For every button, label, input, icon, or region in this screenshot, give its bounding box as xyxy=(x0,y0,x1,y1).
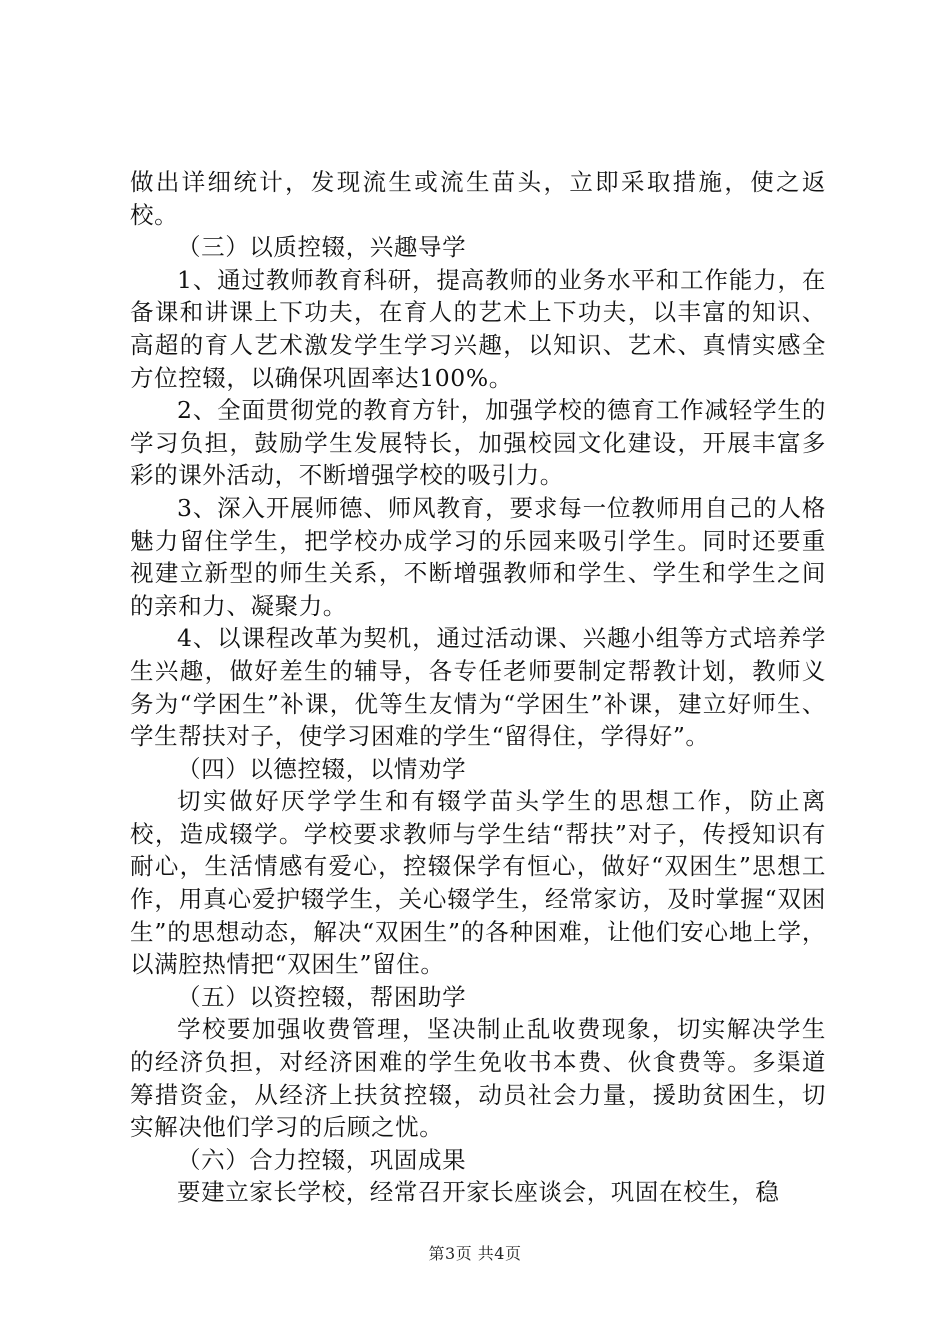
page-number-footer: 第3页 共4页 xyxy=(428,1244,522,1263)
document-body xyxy=(130,166,826,1209)
paragraph-section-6: 要建立家长学校，经常召开家长座谈会，巩固在校生，稳 xyxy=(177,1178,780,1207)
section-heading-4: （四）以德控辍，以情劝学 xyxy=(177,754,467,783)
paragraph-item-1: 1、通过教师教育科研，提高教师的业务水平和工作能力，在备课和讲课上下功夫，在育人的艺术上下功夫，以丰富的知识、高超的育人艺术激发学生学习兴趣，以知识、艺术、真情实感全方位控辍，以确保巩固率达100%。 xyxy=(130,265,826,392)
paragraph-item-3: 3、深入开展师德、师风教育，要求每一位教师用自己的人格魅力留住学生，把学校办成学习的乐园来吸引学生。同时还要重视建立新型的师生关系，不断增强教师和学生、学生和学生之间的亲和力、凝聚力。 xyxy=(130,493,826,620)
paragraph-item-4: 4、以课程改革为契机，通过活动课、兴趣小组等方式培养学生兴趣，做好差生的辅导，各专任老师要制定帮教计划，教师义务为“学困生”补课，优等生友情为“学困生”补课，建立好师生、学生帮扶对子，使学习困难的学生“留得住，学得好”。 xyxy=(130,624,826,751)
paragraph-section-5: 学校要加强收费管理，坚决制止乱收费现象，切实解决学生的经济负担，对经济困难的学生免收书本费、伙食费等。多渠道筹措资金，从经济上扶贫控辍，动员社会力量，援助贫困生，切实解决他们学习的后顾之忧。 xyxy=(130,1015,826,1142)
paragraph-item-2: 2、全面贯彻党的教育方针，加强学校的德育工作减轻学生的学习负担，鼓励学生发展特长，加强校园文化建设，开展丰富多彩的课外活动，不断增强学校的吸引力。 xyxy=(130,396,826,490)
section-heading-5: （五）以资控辍，帮困助学 xyxy=(177,982,467,1011)
paragraph-section-4: 切实做好厌学学生和有辍学苗头学生的思想工作，防止离校，造成辍学。学校要求教师与学生结“帮扶”对子，传授知识有耐心，生活情感有爱心，控辍保学有恒心，做好“双困生”思想工作，用真心爱护辍学生，关心辍学生，经常家访，及时掌握“双困生”的思想动态，解决“双困生”的各种困难，让他们安心地上学，以满腔热情把“双困生”留住。 xyxy=(130,787,826,979)
section-heading-6: （六）合力控辍，巩固成果 xyxy=(177,1145,467,1174)
section-heading-3: （三）以质控辍，兴趣导学 xyxy=(177,233,467,262)
paragraph-continuation: 做出详细统计，发现流生或流生苗头，立即采取措施，使之返校。 xyxy=(130,168,826,229)
